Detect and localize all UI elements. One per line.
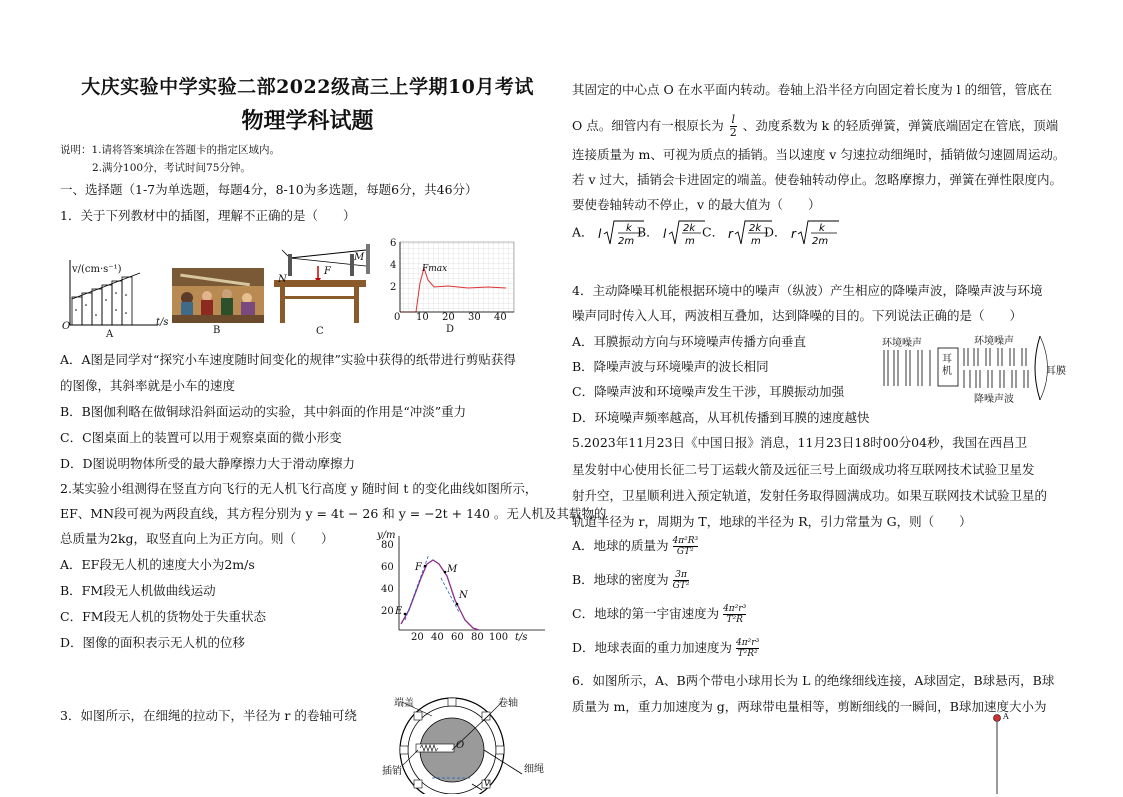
svg-text:r: r — [728, 227, 733, 241]
q3-line-4: 若 v 过大，插销会卡进固定的端盖。使卷轴转动停止。忽略摩擦力，弹簧在弹性限度内。 — [572, 172, 1063, 187]
q2-option-a: A．EF段无人机的速度大小为2m/s — [60, 557, 255, 572]
q6-line-1: 6．如图所示，A、B两个带电小球用长为 L 的绝缘细线连接，A球固定，B球悬丙，B球 — [572, 673, 1055, 688]
svg-text:2m: 2m — [811, 236, 828, 247]
q5-line-4: 轨道半径为 r，周期为 T，地球的半径为 R，引力常量为 G，则（ ） — [572, 514, 972, 529]
q1-figure-a — [60, 255, 169, 340]
q3-line-3: 连接质量为 m、可视为质点的插销。当以速度 v 匀速拉动细绳时，插销做匀速圆周运动。 — [572, 147, 1066, 162]
q3-fig-v: v — [484, 778, 490, 789]
q3-fig-o: O — [456, 740, 465, 751]
q3-line-1: 其固定的中心点 O 在水平面内转动。卷轴上沿半径方向固定着长度为 l 的细管，管底在 — [572, 82, 1053, 97]
q3-fig-juanzhou: 卷轴 — [498, 698, 518, 709]
q3-fig-xisheng: 细绳 — [524, 764, 544, 775]
q5-option-a-formula: $\frac{\text{4π²R³}}{\text{GT²}}$ — [672, 536, 699, 557]
q2-option-d: D．图像的面积表示无人机的位移 — [60, 635, 246, 650]
svg-text:r: r — [790, 227, 796, 241]
instruction-2: 2.满分100分，考试时间75分钟。 — [92, 162, 251, 174]
q3-line-5: 要使卷轴转动不停止，v 的最大值为（ ） — [572, 197, 821, 212]
q6-line-2: 质量为 m，重力加速度为 g，两球带电量相等，剪断细线的一瞬间，B球加速度大小为 — [572, 699, 1047, 714]
q4-option-a: A．耳膜振动方向与环境噪声传播方向垂直 — [572, 334, 807, 349]
fig-a-origin: O — [62, 321, 71, 332]
q1-option-a-cont: 的图像，其斜率就是小车的速度 — [60, 378, 236, 393]
q4-fig-anti-noise: 降噪声波 — [974, 394, 1014, 405]
q5-option-b-label: B．地球的密度为 — [572, 572, 669, 587]
fig-c-f: F — [324, 266, 331, 277]
fig-d-ytick: 6 — [390, 238, 397, 249]
fig-a-label: A — [106, 329, 114, 340]
q3-option-b — [637, 218, 711, 248]
instruction-1: 说明：1.请将答案填涂在答题卡的指定区域内。 — [60, 144, 281, 156]
fig-d-xtick: 10 — [416, 312, 429, 323]
q3-stem: 3．如图所示，在细绳的拉动下，半径为 r 的卷轴可绕 — [60, 708, 357, 723]
q3-line-2 — [572, 114, 1058, 139]
q1-figure-b — [172, 268, 264, 338]
q2-graph-ytick: 40 — [381, 584, 394, 595]
fig-d-fmax: Fmax — [422, 264, 448, 274]
q2-option-c: C．FM段无人机的货物处于失重状态 — [60, 609, 267, 624]
svg-text:l: l — [597, 227, 601, 241]
q2-graph-xlabel: t/s — [515, 632, 528, 643]
q2-graph-xtick: 80 — [471, 632, 484, 643]
q3-option-d-formula — [791, 218, 843, 248]
q2-point-n: N — [459, 590, 468, 601]
q1-option-c: C．C图桌面上的装置可以用于观察桌面的微小形变 — [60, 430, 342, 445]
q2-point-e: E — [395, 606, 403, 617]
svg-text:2k: 2k — [749, 223, 762, 234]
fig-c-n: N — [278, 274, 287, 285]
q2-point-f: F — [415, 562, 422, 573]
q3-fig-chaxiao: 插销 — [382, 766, 402, 777]
fig-a-y-label: v/(cm·s⁻¹) — [72, 264, 122, 275]
q3-option-a — [572, 218, 646, 248]
left-column — [60, 0, 607, 794]
q3-line-2b: 、劲度系数为 k 的轻质弹簧，弹簧底端固定在管底，顶端 — [742, 118, 1059, 133]
q3-fraction — [730, 114, 737, 139]
q3-fraction-num: l — [731, 113, 735, 126]
q4-fig-eardrum: 耳膜 — [1046, 366, 1066, 377]
q5-option-c-label: C．地球的第一宇宙速度为 — [572, 606, 720, 621]
q3-option-d — [764, 218, 843, 248]
q3-figure — [372, 694, 562, 794]
q4-option-d: D．环境噪声频率越高，从耳机传播到耳膜的速度越快 — [572, 410, 870, 425]
svg-text:k: k — [818, 223, 825, 234]
q3-option-d-label: D． — [764, 224, 787, 240]
q3-fig-duangai: 端盖 — [394, 698, 414, 709]
fig-c-label: C — [316, 326, 324, 337]
q4-option-c: C．降噪声波和环境噪声发生干涉，耳膜振动加强 — [572, 384, 845, 399]
svg-text:m: m — [751, 236, 761, 247]
q3-fraction-den: 2 — [729, 126, 737, 139]
exam-subtitle: 物理学科试题 — [241, 108, 374, 134]
q4-figure — [880, 328, 1080, 404]
q5-option-b — [572, 570, 689, 591]
q4-fig-env-noise-right: 环境噪声 — [974, 336, 1014, 347]
q5-line-2: 星发射中心使用长征二号丁运载火箭及远征三号上面级成功将互联网技术试验卫星发 — [572, 462, 1035, 477]
q4-line-2: 噪声同时传入人耳，两波相互叠加，达到降噪的目的。下列说法正确的是（ ） — [572, 308, 1023, 323]
q1-option-b: B．B图伽利略在做铜球沿斜面运动的实验，其中斜面的作用是“冲淡”重力 — [60, 404, 467, 419]
q2-graph-ytick: 60 — [381, 562, 394, 573]
q5-option-d — [572, 638, 759, 659]
q4-line-1: 4．主动降噪耳机能根据环境中的噪声（纵波）产生相应的降噪声波，降噪声波与环境 — [572, 283, 1043, 298]
svg-text:l: l — [662, 227, 667, 241]
q3-option-a-label: A． — [572, 224, 594, 240]
fig-d-label: D — [446, 324, 455, 335]
q3-option-c-label: C． — [702, 224, 725, 240]
q2-line-2: EF、MN段可视为两段直线，其方程分别为 y = 4t − 26 和 y = −2t + 140 。无人机及其载物的 — [60, 506, 607, 521]
fig-a-x-label: t/s — [156, 317, 169, 328]
q1-stem: 1．关于下列教材中的插图，理解不正确的是（ ） — [60, 208, 356, 223]
fig-d-xtick: 40 — [494, 312, 507, 323]
q1-option-d: D．D图说明物体所受的最大静摩擦力大于滑动摩擦力 — [60, 456, 356, 471]
q5-option-b-formula: $\frac{3\pi}{\text{GT²}}$ — [672, 570, 690, 591]
q2-graph — [375, 530, 550, 650]
q1-option-a: A．A图是同学对“探究小车速度随时间变化的规律”实验中获得的纸带进行剪贴获得 — [60, 352, 516, 367]
q1-figure-c — [272, 240, 372, 340]
q2-graph-ytick: 20 — [381, 606, 394, 617]
fig-d-ytick: 2 — [390, 282, 397, 293]
q2-graph-ylabel: y/m — [377, 530, 396, 541]
q4-option-b: B．降噪声波与环境噪声的波长相同 — [572, 359, 769, 374]
section-heading: 一、选择题（1-7为单选题，每题4分，8-10为多选题，每题6分，共46分） — [60, 182, 478, 197]
fig-d-xtick: 20 — [442, 312, 455, 323]
q3-option-b-label: B． — [637, 224, 659, 240]
svg-text:2m: 2m — [617, 236, 634, 247]
q5-option-d-label: D．地球表面的重力加速度为 — [572, 640, 733, 655]
q6-figure — [987, 712, 1017, 794]
q4-fig-earphone: 耳机 — [942, 354, 952, 377]
q2-graph-ytick: 80 — [381, 540, 394, 551]
fig-b-label: B — [213, 325, 221, 336]
fig-d-ytick: 4 — [390, 260, 397, 271]
q2-line-3: 总质量为2kg，取竖直向上为正方向。则（ ） — [60, 531, 334, 546]
q2-graph-xtick: 20 — [411, 632, 424, 643]
q2-graph-xtick: 100 — [489, 632, 509, 643]
svg-text:k: k — [625, 223, 632, 234]
q5-line-1: 5.2023年11月23日《中国日报》消息，11月23日18时00分04秒，我国在西昌卫 — [572, 435, 1028, 450]
q2-graph-xtick: 60 — [451, 632, 464, 643]
fig-d-ytick: 0 — [394, 312, 401, 323]
q2-point-m: M — [447, 564, 458, 575]
fig-d-xtick: 30 — [468, 312, 481, 323]
q6-ball-a-label: A — [1003, 712, 1009, 721]
exam-title: 大庆实验中学实验二部2022级高三上学期10月考试 — [81, 76, 534, 98]
svg-text:2k: 2k — [682, 223, 695, 234]
q2-line-1: 2.某实验小组测得在竖直方向飞行的无人机飞行高度 y 随时间 t 的变化曲线如图所示， — [60, 481, 538, 496]
q5-option-c-formula: $\frac{\text{4π²r³}}{\text{T²R}}$ — [723, 604, 747, 625]
svg-text:m: m — [684, 236, 695, 247]
q2-option-b: B．FM段无人机做曲线运动 — [60, 583, 216, 598]
right-column — [572, 0, 1082, 794]
galileo-painting-image — [172, 268, 264, 323]
q5-line-3: 射升空，卫星顺利进入预定轨道，发射任务取得圆满成功。如果互联网技术试验卫星的 — [572, 488, 1048, 503]
q5-option-a — [572, 536, 698, 557]
q3-line-2a: O 点。细管内有一根原长为 — [572, 118, 724, 133]
q2-graph-xtick: 40 — [431, 632, 444, 643]
q4-fig-env-noise-left: 环境噪声 — [882, 338, 922, 349]
q5-option-d-formula: $\frac{\text{4π²r³}}{\text{T²R²}}$ — [736, 638, 760, 659]
q5-option-a-label: A．地球的质量为 — [572, 538, 669, 553]
q1-figure-d — [388, 238, 518, 338]
q5-option-c — [572, 604, 746, 625]
fig-c-m: M — [354, 252, 365, 263]
